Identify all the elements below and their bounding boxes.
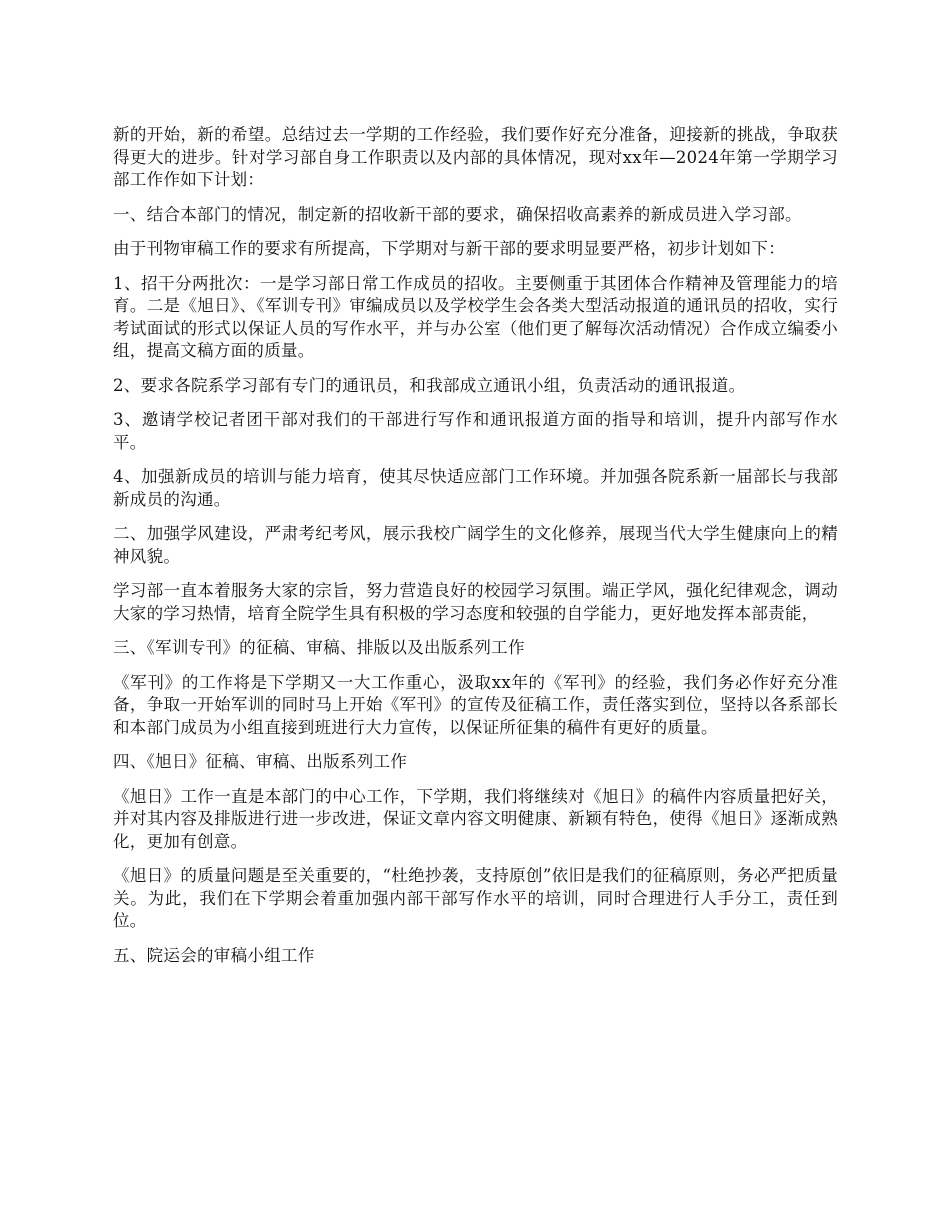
section-heading-2: 二、加强学风建设，严肃考纪考风，展示我校广阔学生的文化修养，展现当代大学生健康向上的精神风貌。 <box>113 524 838 566</box>
paragraph: 由于刊物审稿工作的要求有所提高，下学期对与新干部的要求明显要严格，初步计划如下： <box>113 239 785 258</box>
section-heading-5: 五、院运会的审稿小组工作 <box>113 945 315 965</box>
section-heading-4: 四、《旭日》征稿、审稿、出版系列工作 <box>113 752 408 771</box>
section-heading-1: 一、结合本部门的情况，制定新的招收新干部的要求，确保招收高素养的新成员进入学习部。 <box>113 204 802 224</box>
paragraph: 《旭日》的质量问题是至关重要的，“杜绝抄袭，支持原创”依旧是我们的征稿原则，务必严把质量关。为此，我们在下学期会着重加强内部干部写作水平的培训，同时合理进行人手分工，责任到位。 <box>113 866 838 930</box>
list-item-4: 4、加强新成员的培训与能力培育，使其尽快适应部门工作环境。并加强各院系新一届部长与我部新成员的沟通。 <box>113 467 838 509</box>
section-heading-3: 三、《军训专刊》的征稿、审稿、排版以及出版系列工作 <box>113 638 525 657</box>
paragraph-intro: 新的开始，新的希望。总结过去一学期的工作经验，我们要作好充分准备，迎接新的挑战，争取获得更大的进步。针对学习部自身工作职责以及内部的具体情况，现对xx年—2024年第一学期学习部工作作如下计划： <box>113 125 838 189</box>
paragraph: 《旭日》工作一直是本部门的中心工作，下学期，我们将继续对《旭日》的稿件内容质量把好关，并对其内容及排版进行进一步改进，保证文章内容文明健康、新颖有特色，使得《旭日》逐渐成熟化，更加有创意。 <box>113 786 838 851</box>
paragraph: 《军刊》的工作将是下学期又一大工作重心，汲取xx年的《军刊》的经验，我们务必作好充分准备，争取一开始军训的同时马上开始《军刊》的宣传及征稿工作，责任落实到位，坚持以各系部长和本部门成员为小组直接到班进行大力宣传，以保证所征集的稿件有更好的质量。 <box>113 672 838 737</box>
list-item-2: 2、要求各院系学习部有专门的通讯员，和我部成立通讯小组，负责活动的通讯报道。 <box>113 375 746 395</box>
list-item-1: 1、招干分两批次：一是学习部日常工作成员的招收。主要侧重于其团体合作精神及管理能力的培育。二是《旭日》、《军训专刊》审编成员以及学校学生会各类大型活动报道的通讯员的招收，实行考试面试的形式以保证人员的写作水平，并与办公室（他们更了解每次活动情况）合作成立编委小组，提高文稿方面的质量。 <box>113 273 838 360</box>
paragraph: 学习部一直本着服务大家的宗旨，努力营造良好的校园学习氛围。端正学风，强化纪律观念，调动大家的学习热情，培育全院学生具有积极的学习态度和较强的自学能力，更好地发挥本部责能， <box>113 581 838 623</box>
list-item-3: 3、邀请学校记者团干部对我们的干部进行写作和通讯报道方面的指导和培训，提升内部写作水平。 <box>113 410 838 452</box>
document-body <box>113 124 838 979</box>
